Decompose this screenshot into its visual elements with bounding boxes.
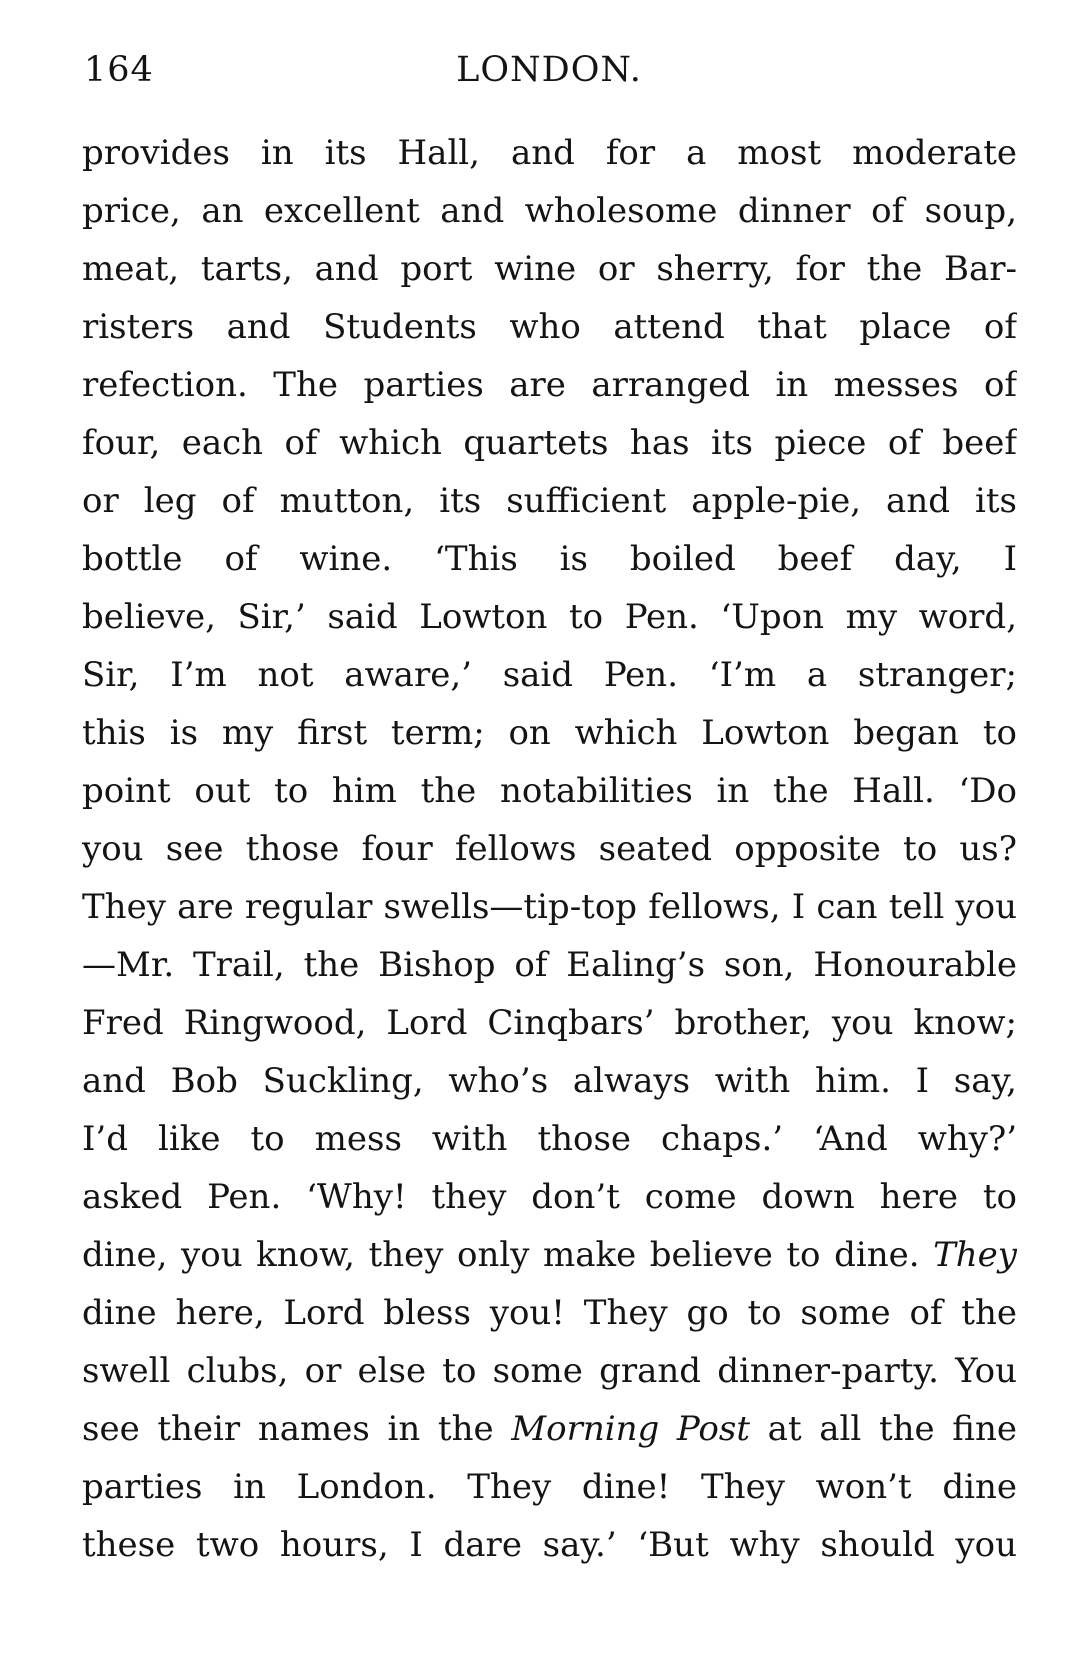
text-line: They are regular swells—tip-top fellows, I can tell you — [82, 887, 1017, 927]
running-head: LONDON. — [456, 50, 642, 90]
text-line: or leg of mutton, its sufficient apple-pie, and its — [82, 481, 1017, 521]
text-line: parties in London. They dine! They won’t dine — [82, 1467, 1017, 1507]
text-span: see their names in the — [82, 1409, 512, 1449]
italic-text: They — [933, 1235, 1017, 1275]
text-span: dine, you know, they only make believe to dine. — [82, 1235, 934, 1275]
text-line: meat, tarts, and port wine or sherry, for the Bar- — [82, 249, 1017, 289]
text-line: Fred Ringwood, Lord Cinqbars’ brother, you know; — [82, 1003, 1017, 1043]
text-line: bottle of wine. ‘This is boiled beef day, I — [82, 539, 1017, 579]
text-line: these two hours, I dare say.’ ‘But why should you — [82, 1525, 1017, 1565]
text-line: —Mr. Trail, the Bishop of Ealing’s son, Honourable — [82, 945, 1017, 985]
text-line: dine here, Lord bless you! They go to some of the — [82, 1293, 1017, 1333]
text-span: at all the fine — [750, 1409, 1017, 1449]
text-line: four, each of which quartets has its piece of beef — [82, 423, 1017, 463]
text-line: point out to him the notabilities in the Hall. ‘Do — [82, 771, 1017, 811]
text-line: risters and Students who attend that place of — [82, 307, 1017, 347]
page-number: 164 — [84, 50, 154, 90]
text-line: this is my first term; on which Lowton began to — [82, 713, 1017, 753]
text-line: I’d like to mess with those chaps.’ ‘And why?’ — [82, 1119, 1017, 1159]
page-header — [84, 50, 1014, 100]
text-line: refection. The parties are arranged in messes of — [82, 365, 1017, 405]
text-line: Sir, I’m not aware,’ said Pen. ‘I’m a stranger; — [82, 655, 1017, 695]
italic-text: Morning Post — [511, 1409, 750, 1449]
text-line: and Bob Suckling, who’s always with him. I say, — [82, 1061, 1017, 1101]
text-line: swell clubs, or else to some grand dinner-party. You — [82, 1351, 1017, 1391]
text-line — [82, 1400, 1017, 1458]
text-line: provides in its Hall, and for a most moderate — [82, 133, 1017, 173]
text-line: asked Pen. ‘Why! they don’t come down here to — [82, 1177, 1017, 1217]
text-line: you see those four fellows seated opposite to us? — [82, 829, 1017, 869]
text-line: price, an excellent and wholesome dinner of soup, — [82, 191, 1017, 231]
text-line: believe, Sir,’ said Lowton to Pen. ‘Upon my word, — [82, 597, 1017, 637]
text-line — [82, 1226, 1017, 1284]
body-text — [82, 124, 1017, 1574]
